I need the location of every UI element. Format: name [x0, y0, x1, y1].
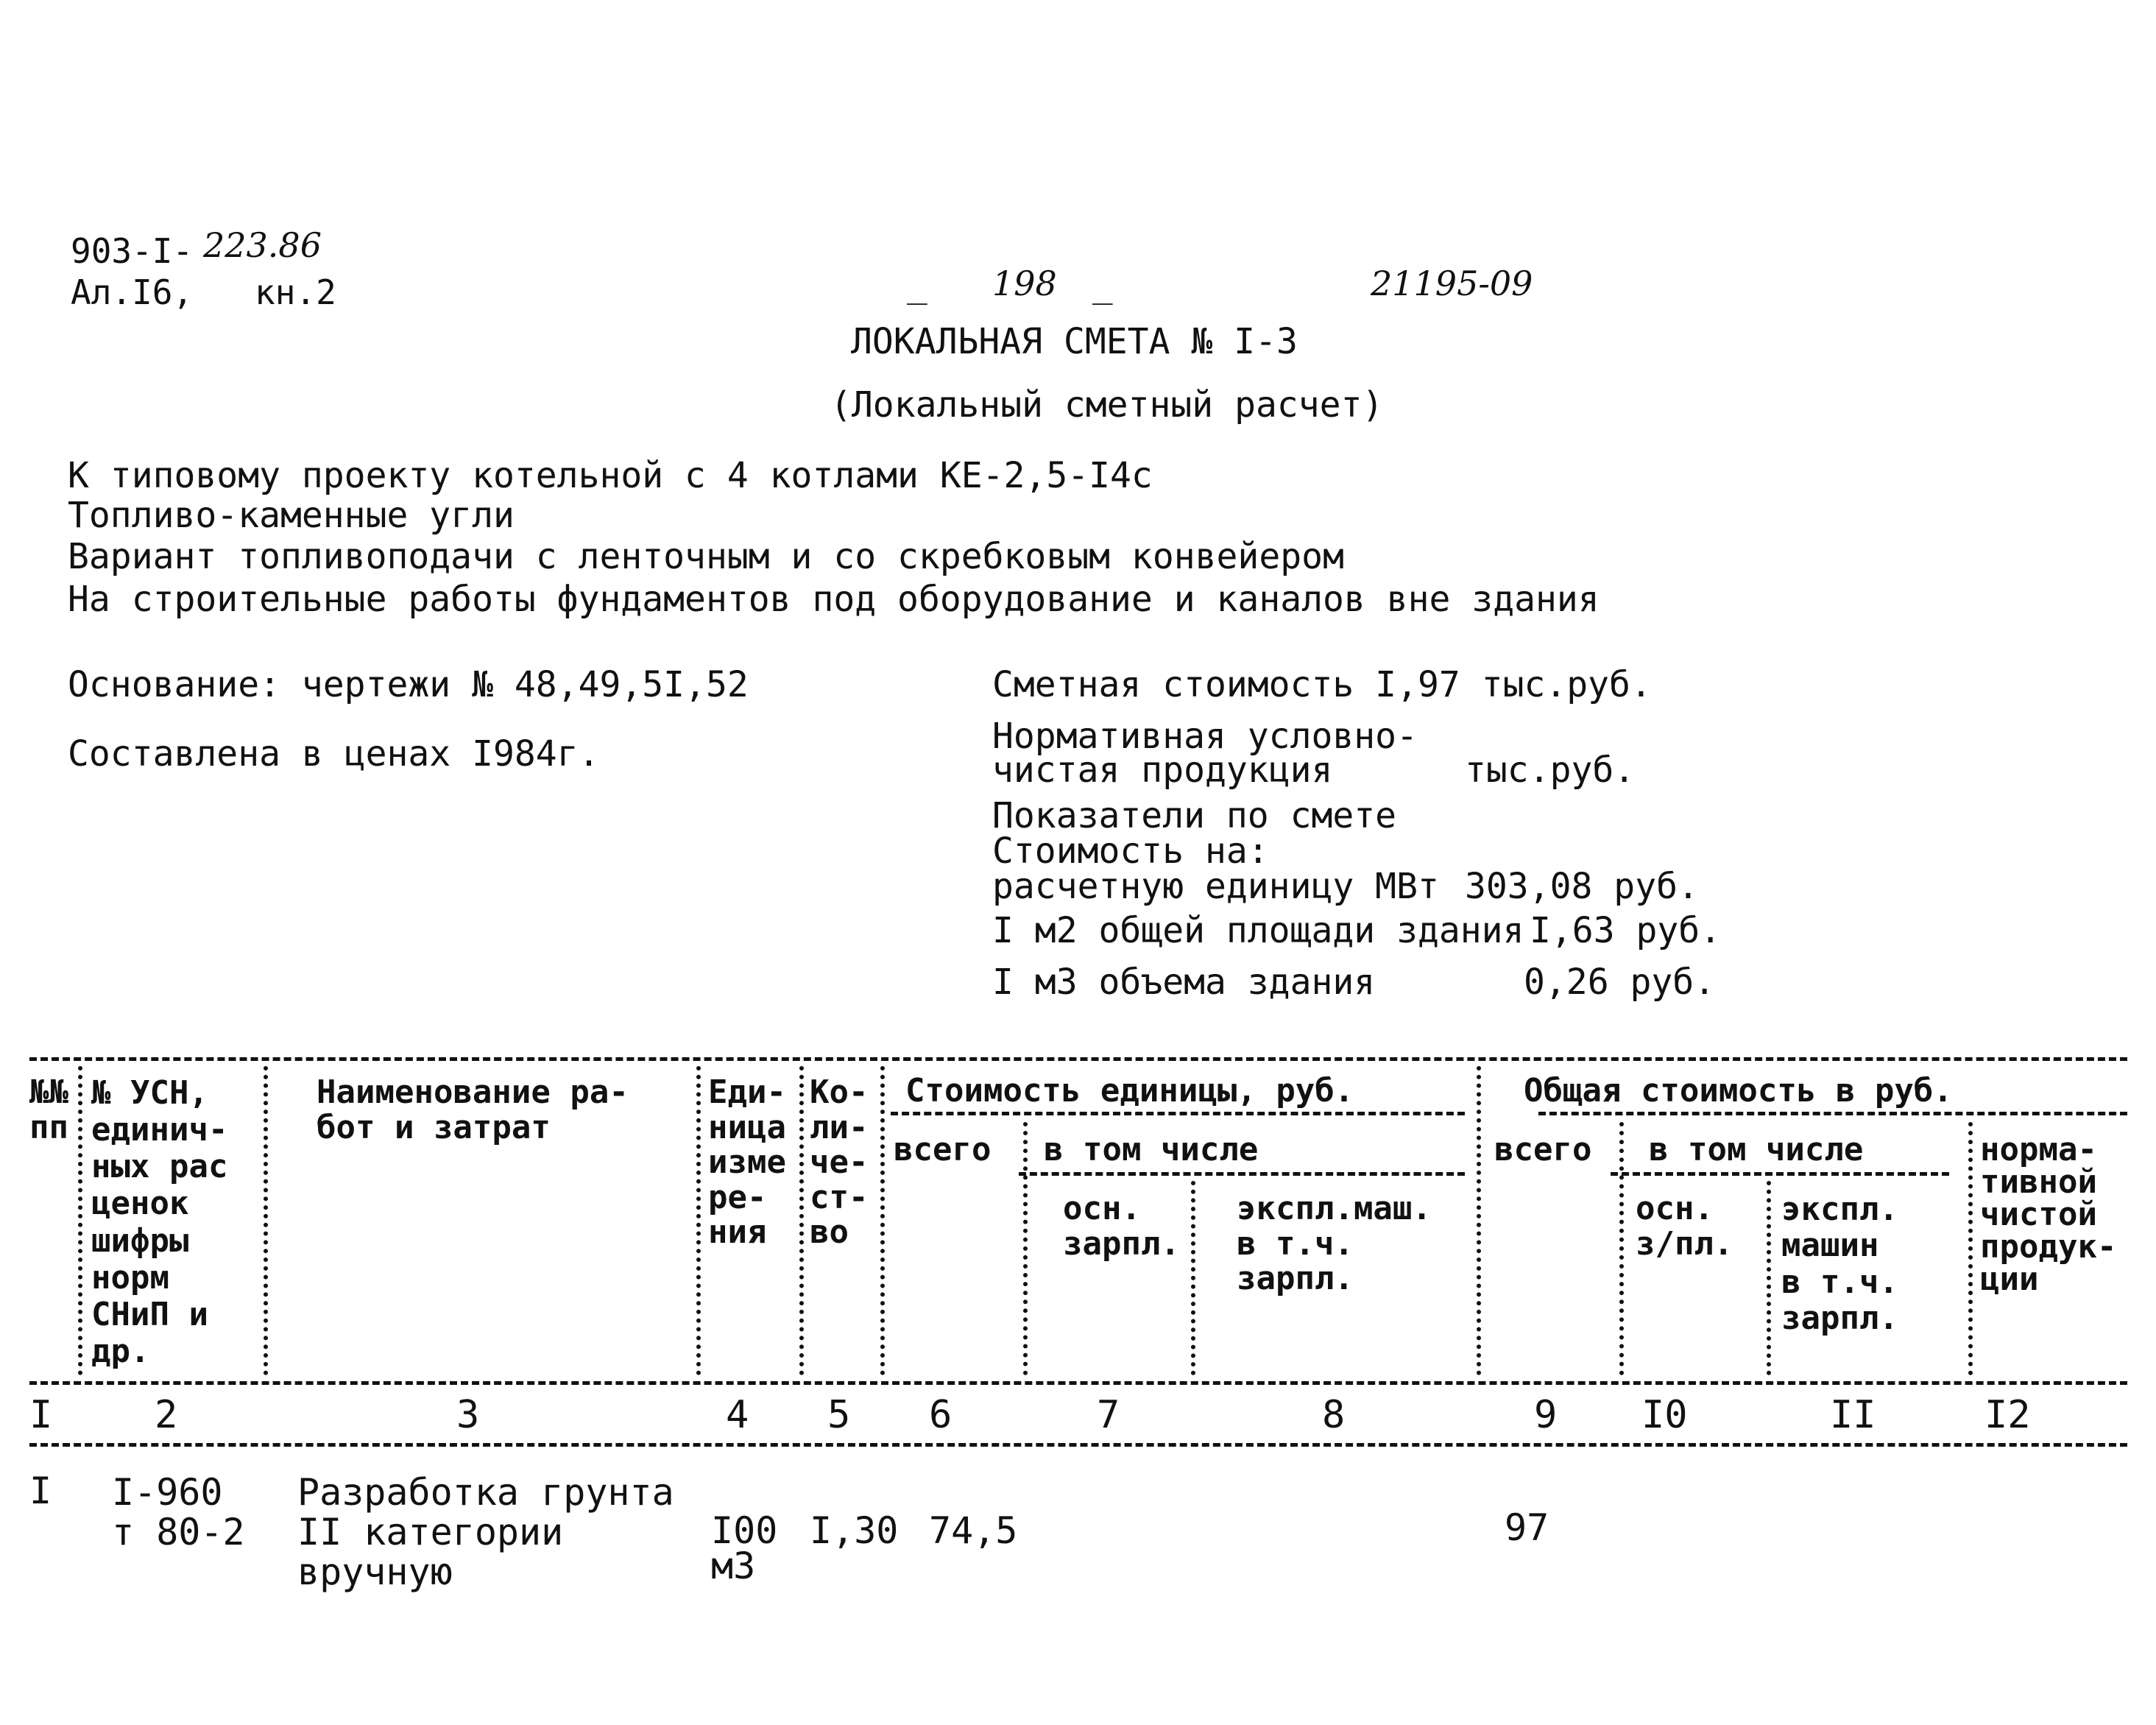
col-sep: [1477, 1066, 1481, 1375]
row-work-name: Разработка грунта II категории вручную: [297, 1471, 674, 1593]
rule-in-that2: [1611, 1172, 1949, 1176]
rule-in-that: [1019, 1172, 1465, 1176]
header-unit: Еди- ница изме ре- ния: [708, 1073, 786, 1252]
per-m3-value: 0,26 руб.: [1524, 962, 1716, 1003]
doc-code: 903-I-: [71, 231, 194, 271]
col-sep: [880, 1066, 885, 1375]
column-number: II: [1830, 1393, 1876, 1437]
col-sep: [78, 1066, 82, 1375]
header-normative-net: норма- тивной чистой продук- ции: [1980, 1131, 2117, 1298]
description-line: К типовому проекту котельной с 4 котлами КЕ-2,5-I4с: [68, 455, 1153, 496]
estimate-cost: Сметная стоимость I,97 тыс.руб.: [992, 664, 1652, 705]
per-unit-label: расчетную единицу МВт: [992, 866, 1439, 907]
row-quantity: I,30: [810, 1509, 899, 1552]
row-code: I-960 т 80-2: [112, 1471, 245, 1553]
per-m2-value: I,63 руб.: [1530, 910, 1722, 951]
description-line: На строительные работы фундаментов под оборудование и каналов вне здания: [68, 579, 1600, 620]
basis-text: Основание: чертежи № 48,49,5I,52: [68, 664, 749, 705]
page-number: 198: [992, 264, 1057, 303]
row-unit: I00 м3: [711, 1509, 778, 1587]
per-m2-label: I м2 общей площади здания: [992, 910, 1524, 951]
page-dash-right: _: [1092, 265, 1113, 305]
table-rule-top: [29, 1057, 2127, 1061]
row-unit-total: 74,5: [929, 1509, 1018, 1552]
col-sep: [1023, 1122, 1028, 1375]
col-sep: [1968, 1122, 1973, 1375]
col-sep: [1767, 1181, 1771, 1375]
row-number: I: [29, 1470, 52, 1512]
col-sep: [1619, 1122, 1624, 1375]
normative-line2: чистая продукция: [992, 749, 1333, 791]
header-unit-total: всего: [894, 1131, 992, 1168]
col-sep: [696, 1066, 701, 1375]
column-number: 5: [827, 1393, 851, 1437]
per-m3-label: I м3 объема здания: [992, 962, 1376, 1003]
col-sep: [799, 1066, 804, 1375]
header-usn-code: № УСН, единич- ных рас ценок шифры норм СНиП и др.: [91, 1074, 228, 1371]
table-rule-header-bottom: [29, 1381, 2127, 1385]
column-number: 2: [155, 1393, 178, 1437]
col-sep: [264, 1066, 268, 1375]
doc-code-handwritten: 223.86: [203, 225, 322, 265]
header-in-that: в том числе: [1044, 1131, 1259, 1168]
row-total: 97: [1505, 1506, 1549, 1549]
prices-year-text: Составлена в ценах I984г.: [68, 733, 600, 775]
column-number: 8: [1322, 1393, 1346, 1437]
description-line: Вариант топливоподачи с ленточным и со скребковым конвейером: [68, 536, 1344, 577]
cost-on-label: Стоимость на:: [992, 830, 1269, 872]
column-number: 6: [929, 1393, 952, 1437]
description-line: Топливо-каменные угли: [68, 495, 515, 536]
column-number: 9: [1534, 1393, 1558, 1437]
column-number: 4: [726, 1393, 749, 1437]
header-total: всего: [1494, 1131, 1592, 1168]
header-total-group: Общая стоимость в руб.: [1524, 1072, 1953, 1110]
page-subtitle: (Локальный сметный расчет): [830, 384, 1384, 426]
header-base-salary: осн. зарпл.: [1063, 1190, 1180, 1263]
header-quantity: Ко- ли- че- ст- во: [810, 1073, 869, 1252]
album-label: Ал.I6,: [71, 272, 194, 312]
header-unit-cost-group: Стоимость единицы, руб.: [905, 1072, 1354, 1110]
header-row-number: №№ пп: [29, 1073, 68, 1146]
col-sep: [1191, 1181, 1195, 1375]
table-rule-numbers-bottom: [29, 1443, 2127, 1447]
column-number: 3: [456, 1393, 480, 1437]
column-number: I0: [1641, 1393, 1688, 1437]
book-label: кн.2: [255, 272, 336, 312]
column-number: 7: [1097, 1393, 1120, 1437]
indicators-label: Показатели по смете: [992, 795, 1397, 836]
header-machine-operation: экспл.маш. в т.ч. зарпл.: [1237, 1190, 1432, 1298]
normative-line1: Нормативная условно-: [992, 716, 1418, 757]
normative-unit: тыс.руб.: [1465, 749, 1636, 791]
header-machines-total: экспл. машин в т.ч. зарпл.: [1781, 1190, 1898, 1337]
column-number: I2: [1984, 1393, 2031, 1437]
page-title: ЛОКАЛЬНАЯ СМЕТА № I-3: [851, 321, 1298, 362]
rule-unit-cost-group: [891, 1112, 1465, 1115]
rule-total-group: [1538, 1112, 2127, 1115]
header-base-salary-total: осн. з/пл.: [1636, 1190, 1733, 1263]
page-dash-left: _: [907, 265, 927, 305]
header-work-name: Наименование ра- бот и затрат: [317, 1073, 629, 1146]
header-in-that-2: в том числе: [1649, 1131, 1864, 1168]
archive-number: 21195-09: [1371, 264, 1533, 303]
per-unit-value: 303,08 руб.: [1465, 866, 1699, 907]
column-number: I: [29, 1393, 53, 1437]
